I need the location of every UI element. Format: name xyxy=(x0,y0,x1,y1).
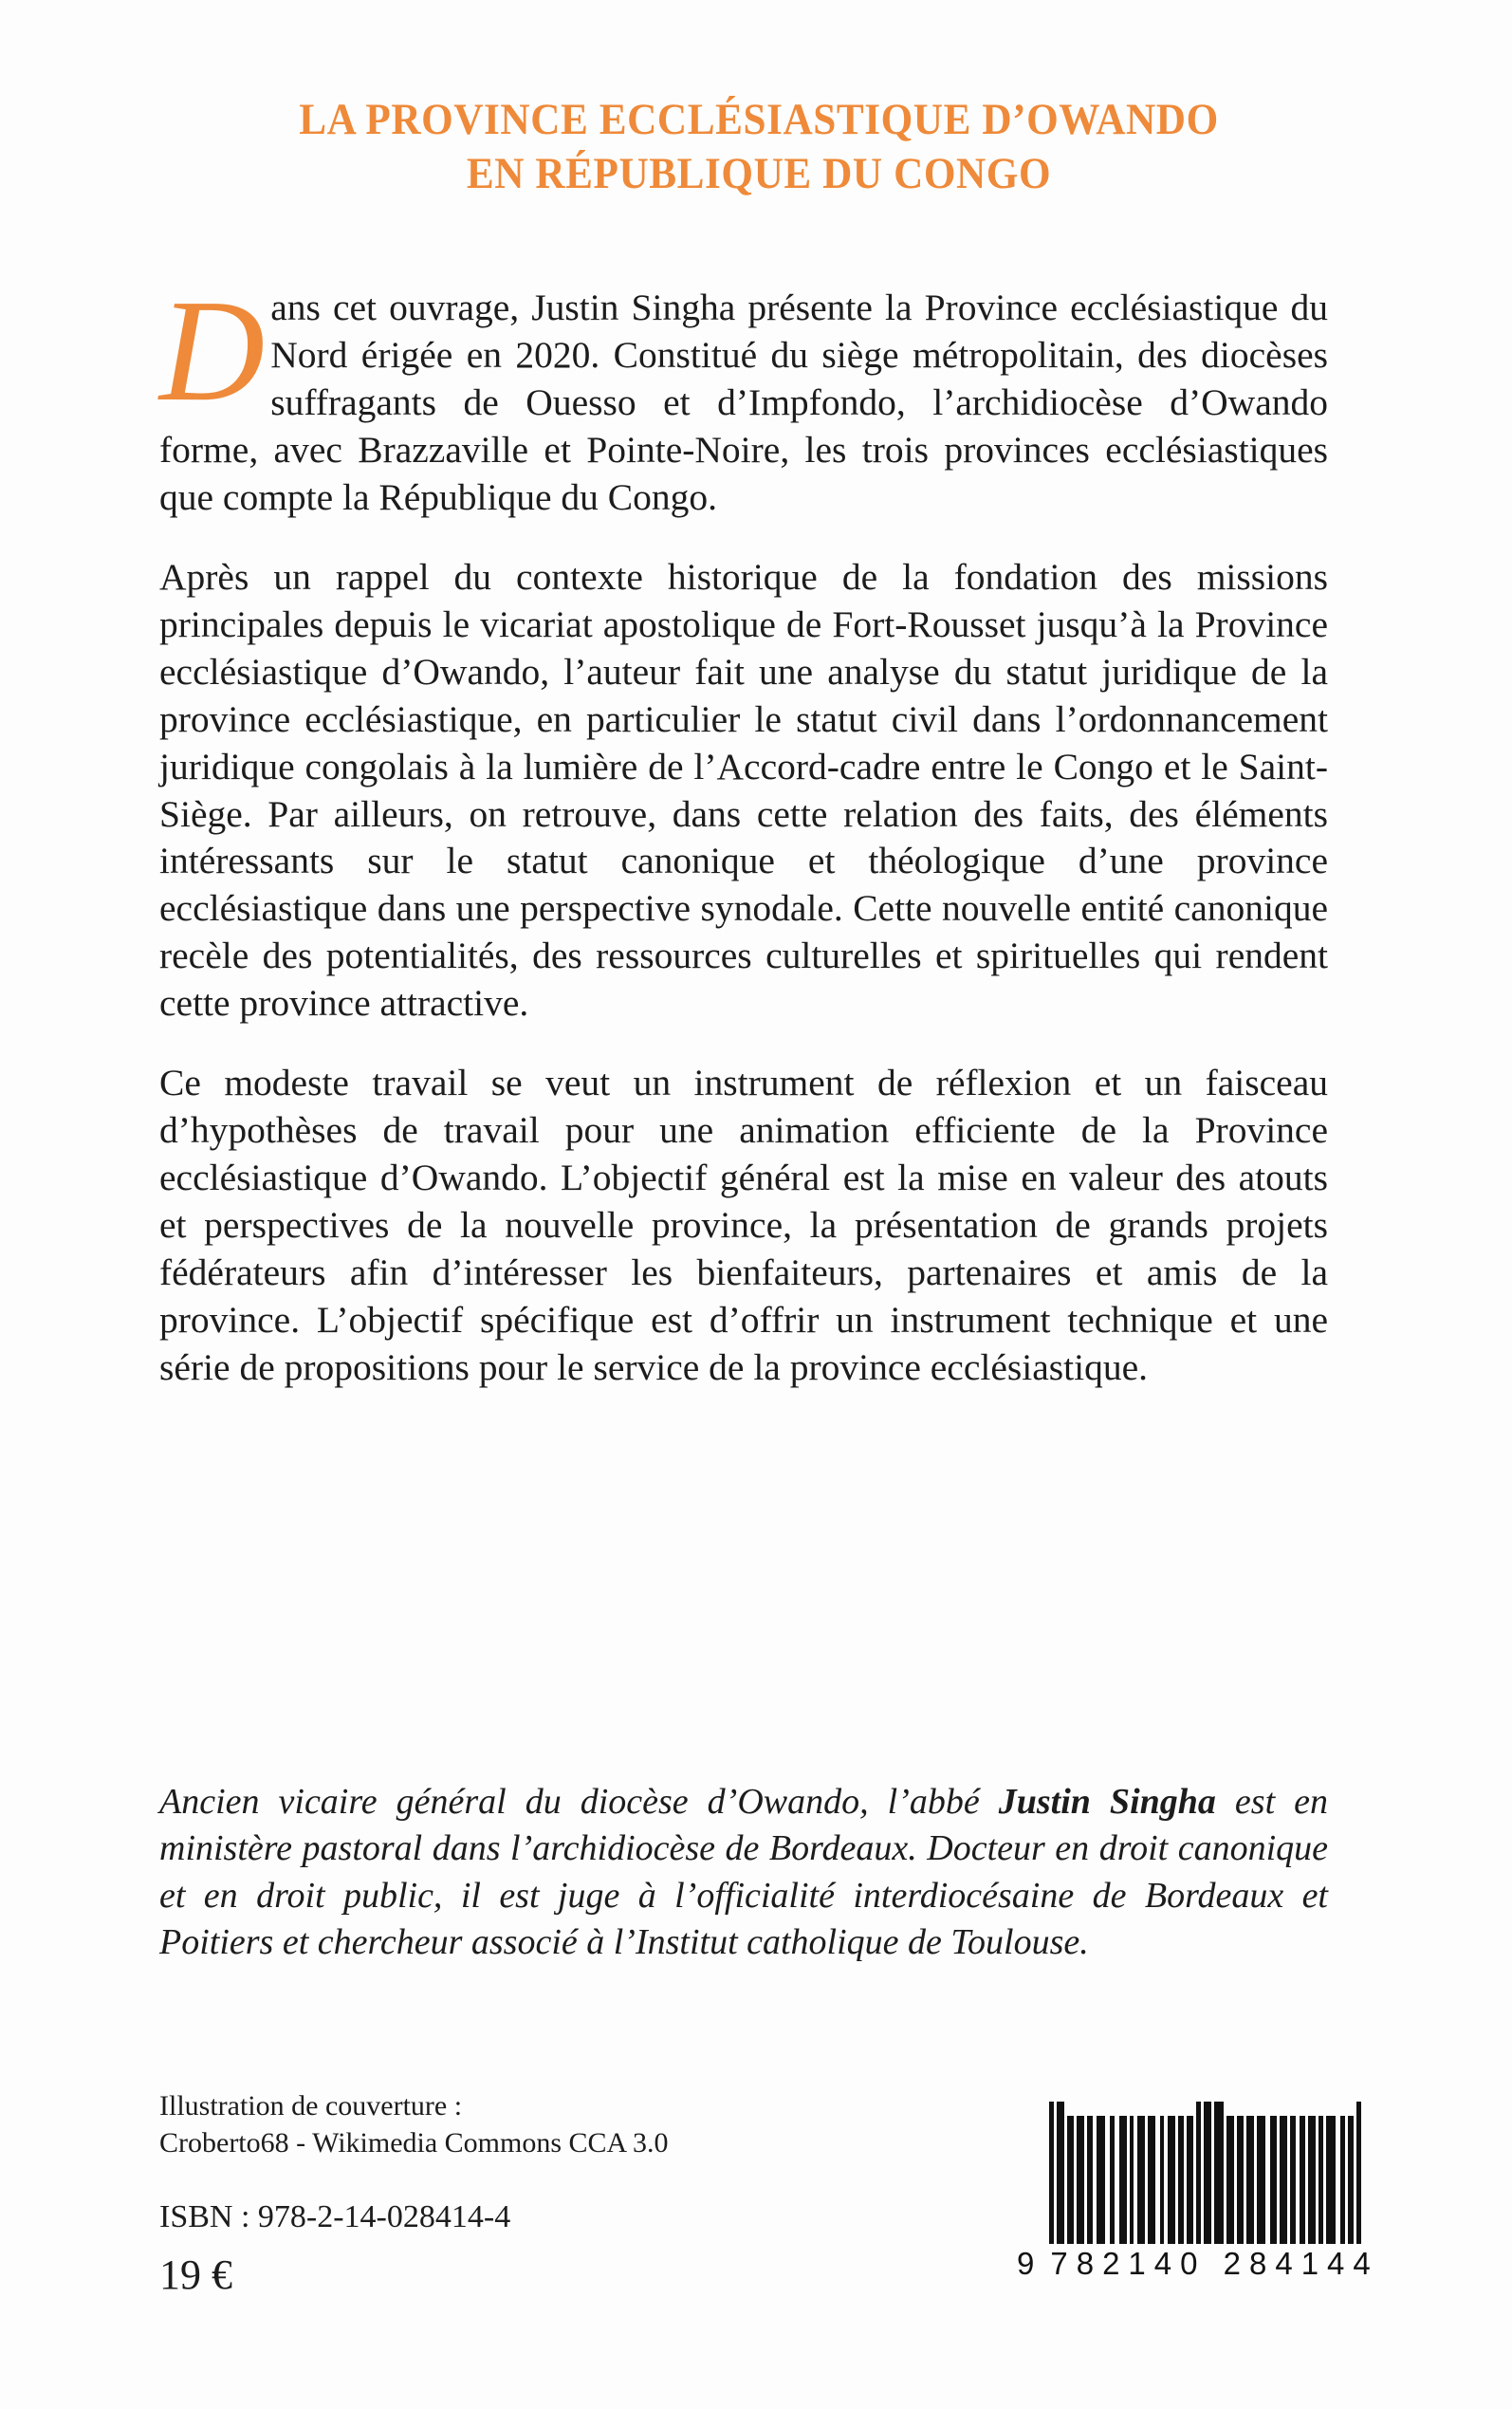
barcode-lead-digit: 9 xyxy=(1017,2246,1038,2281)
title-line-1: LA PROVINCE ECCLÉSIASTIQUE D’OWANDO xyxy=(299,95,1219,144)
isbn-barcode xyxy=(1017,2102,1396,2282)
blurb-paragraph-1 xyxy=(159,270,1328,522)
author-name: Justin Singha xyxy=(998,1782,1216,1822)
blurb-paragraph-3: Ce modeste travail se veut un instrument de réflexion et un faisceau d’hypothèses de travail pour une animation efficiente de la Province ecclésiastique d’Owando. L’objectif général est la mise en valeur des atouts et perspectives de la nouvelle province, la présentation de grands projets fédérateurs afin d’intéresser les bienfaiteurs, partenaires et amis de la province. L’objectif spécifique est d’offrir un instrument technique et une série de propositions pour le service de la province ecclésiastique. xyxy=(159,1062,1328,1389)
barcode-digits xyxy=(1017,2246,1396,2282)
title-line-2: EN RÉPUBLIQUE DU CONGO xyxy=(466,149,1052,199)
author-bio-part-1: Ancien vicaire général du diocèse d’Owando, l’abbé xyxy=(159,1782,999,1822)
price-text: 19 € xyxy=(159,2251,232,2298)
barcode-main-digits: 782140 284144 xyxy=(1050,2246,1379,2281)
page-title xyxy=(114,93,1404,202)
drop-cap-letter: D xyxy=(159,270,266,432)
isbn-text: ISBN : 978-2-14-028414-4 xyxy=(159,2199,511,2234)
author-bio xyxy=(159,1779,1328,1967)
credit-line-1: Illustration de couverture : xyxy=(159,2090,463,2122)
author-bio-part-2: est en ministère pastoral dans l’archidiocèse de Bordeaux. Docteur en droit canonique et en droit public, il est juge à l’officialité interdiocésaine de Bordeaux et Poitiers et chercheur associé à l’Institut catholique de Toulouse. xyxy=(159,1782,1329,1963)
author-bio-text xyxy=(159,1779,1328,1967)
barcode-bars xyxy=(1049,2102,1396,2244)
blurb-text xyxy=(159,270,1328,1392)
blurb-paragraph-2: Après un rappel du contexte historique de la fondation des missions principales depuis le vicariat apostolique de Fort-Rousset jusqu’à la Province ecclésiastique d’Owando, l’auteur fait une analyse du statut juridique de la province ecclésiastique, en particulier le statut civil dans l’ordonnancement juridique congolais à la lumière de l’Accord-cadre entre le Congo et le Saint-Siège. Par ailleurs, on retrouve, dans cette relation des faits, des éléments intéressants sur le statut canonique et théologique d’une province ecclésiastique dans une perspective synodale. Cette nouvelle entité canonique recèle des potentialités, des ressources culturelles et spirituelles qui rendent cette province attractive. xyxy=(159,555,1328,1025)
credit-line-2: Croberto68 - Wikimedia Commons CCA 3.0 xyxy=(159,2127,669,2159)
blurb-paragraph-1-text: ans cet ouvrage, Justin Singha présente la Province ecclésiastique du Nord érigée en 2020. Constitué du siège métropolitain, des diocèses suffragants de Ouesso et d’Impfondo, l’archidiocèse d’Owando forme, avec Brazzaville et Pointe-Noire, les trois provinces ecclésiastiques que compte la République du Congo. xyxy=(159,287,1328,518)
